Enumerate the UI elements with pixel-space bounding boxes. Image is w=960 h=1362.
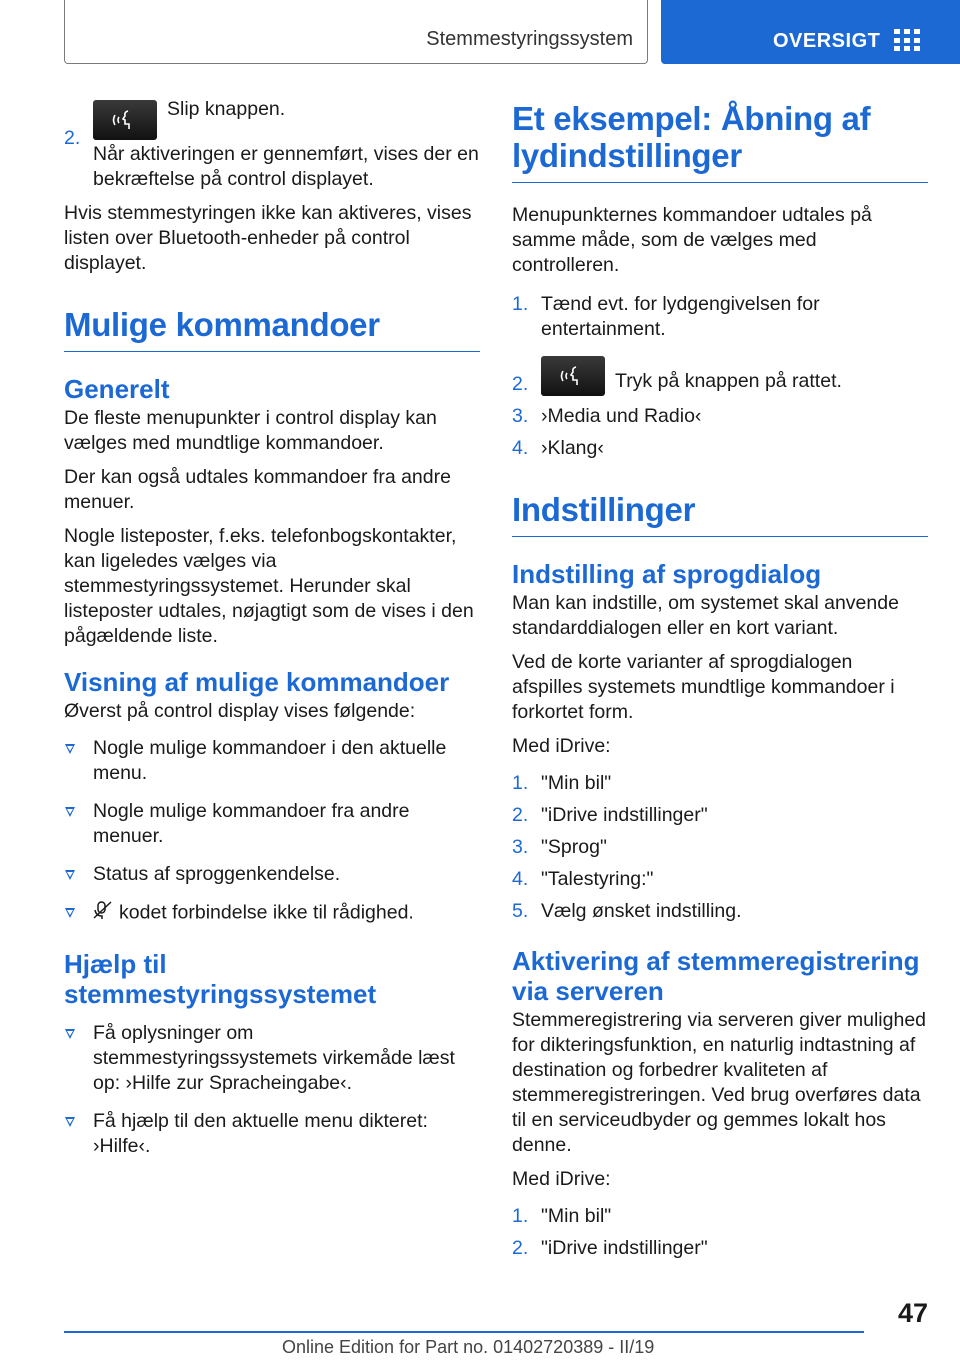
bullet-item: Få hjælp til den aktuelle menu dikteret: ›Hilfe‹. — [64, 1109, 480, 1159]
paragraph: Hvis stemmestyringen ikke kan aktiveres, vises listen over Bluetooth-enheder på control displayet. — [64, 202, 472, 274]
section-title: Stemmestyringssystem — [426, 28, 633, 50]
header-section-box — [64, 0, 648, 64]
step-item — [64, 98, 480, 149]
voice-button-icon — [541, 356, 605, 396]
heading-generelt: Generelt — [64, 374, 170, 404]
paragraph: Man kan indstille, om systemet skal anvende standarddialogen eller en kort variant. — [512, 592, 899, 639]
step-item: 1. "Min bil" — [512, 1205, 612, 1227]
step-item: 4. "Talestyring:" — [512, 868, 654, 890]
step-item: 2. Tryk på knappen på rattet. — [512, 356, 928, 396]
heading-indstillinger: Indstillinger — [512, 491, 928, 537]
footer-divider — [64, 1331, 864, 1333]
step-item: 3. "Sprog" — [512, 836, 607, 858]
overview-nav-button[interactable] — [661, 0, 960, 64]
heading-hjaelp: Hjælp til stemmestyringssystemet — [64, 949, 377, 1009]
paragraph: Med iDrive: — [512, 735, 611, 757]
step-item: 1. "Min bil" — [512, 772, 612, 794]
heading-visning: Visning af mulige kommandoer — [64, 667, 450, 697]
paragraph: Ved de korte varianter af sprogdialogen afspilles systemets mundtlige kommandoer i forkortet form. — [512, 651, 895, 723]
paragraph: Stemmeregistrering via serveren giver mulighed for dikteringsfunktion, en naturlig indtastning af destination og forbedrer kvaliteten af stemmeregistreringen. Ved brug overføres data til en serviceudbyder og gemmes lokalt hos denne. — [512, 1009, 927, 1156]
step-text: Slip knappen. — [167, 98, 286, 121]
paragraph: Med iDrive: — [512, 1168, 611, 1190]
paragraph: Der kan også udtales kommandoer fra andre menuer. — [64, 466, 451, 513]
step-item: 3. ›Media und Radio‹ — [512, 405, 702, 427]
left-column — [64, 100, 480, 1166]
heading-eksempel: Et eksempel: Åbning af lydindstillinger — [512, 100, 928, 183]
bullet-item: kodet forbindelse ikke til rådighed. — [64, 900, 480, 927]
step-item: 1. Tænd evt. for lydgengivelsen for entertainment. — [512, 293, 820, 340]
voice-button-icon — [93, 100, 157, 140]
grid-menu-icon — [894, 29, 920, 51]
page-number: 47 — [897, 1298, 928, 1328]
mic-off-icon — [93, 900, 113, 927]
step-item: 5. Vælg ønsket indstilling. — [512, 900, 742, 922]
step-item: 2. "iDrive indstillinger" — [512, 804, 708, 826]
step-number: 2. — [64, 127, 81, 149]
bullet-item: Status af sproggenkendelse. — [64, 862, 480, 887]
step-item: 2. "iDrive indstillinger" — [512, 1237, 708, 1259]
heading-aktivering: Aktivering af stemmeregistrering via serveren — [512, 946, 920, 1006]
heading-mulige-kommandoer: Mulige kommandoer — [64, 306, 480, 352]
paragraph: Øverst på control display vises følgende: — [64, 700, 416, 722]
step-subtext: Når aktiveringen er gennemført, vises der en bekræftelse på control displayet. — [93, 143, 479, 190]
paragraph: Menupunkternes kommandoer udtales på samme måde, som de vælges med controlleren. — [512, 204, 872, 276]
paragraph: Nogle listeposter, f.eks. telefonbogskontakter, kan ligeledes vælges via stemmestyringssystemet. Herunder skal listeposter udtales, nøjagtigt som de vises i den pågældende liste. — [64, 525, 474, 647]
step-item: 4. ›Klang‹ — [512, 437, 604, 459]
paragraph: De fleste menupunkter i control display kan vælges med mundtlige kommandoer. — [64, 407, 437, 454]
overview-label: OVERSIGT — [773, 30, 881, 52]
bullet-item: Få oplysninger om stemmestyringssystemets virkemåde læst op: ›Hilfe zur Spracheingabe‹. — [64, 1021, 480, 1096]
right-column — [512, 100, 928, 1268]
heading-sprogdialog: Indstilling af sprogdialog — [512, 559, 822, 589]
bullet-item: Nogle mulige kommandoer fra andre menuer. — [64, 799, 480, 849]
bullet-item: Nogle mulige kommandoer i den aktuelle menu. — [64, 736, 480, 786]
edition-text: Online Edition for Part no. 01402720389 - II/19 — [282, 1337, 655, 1357]
